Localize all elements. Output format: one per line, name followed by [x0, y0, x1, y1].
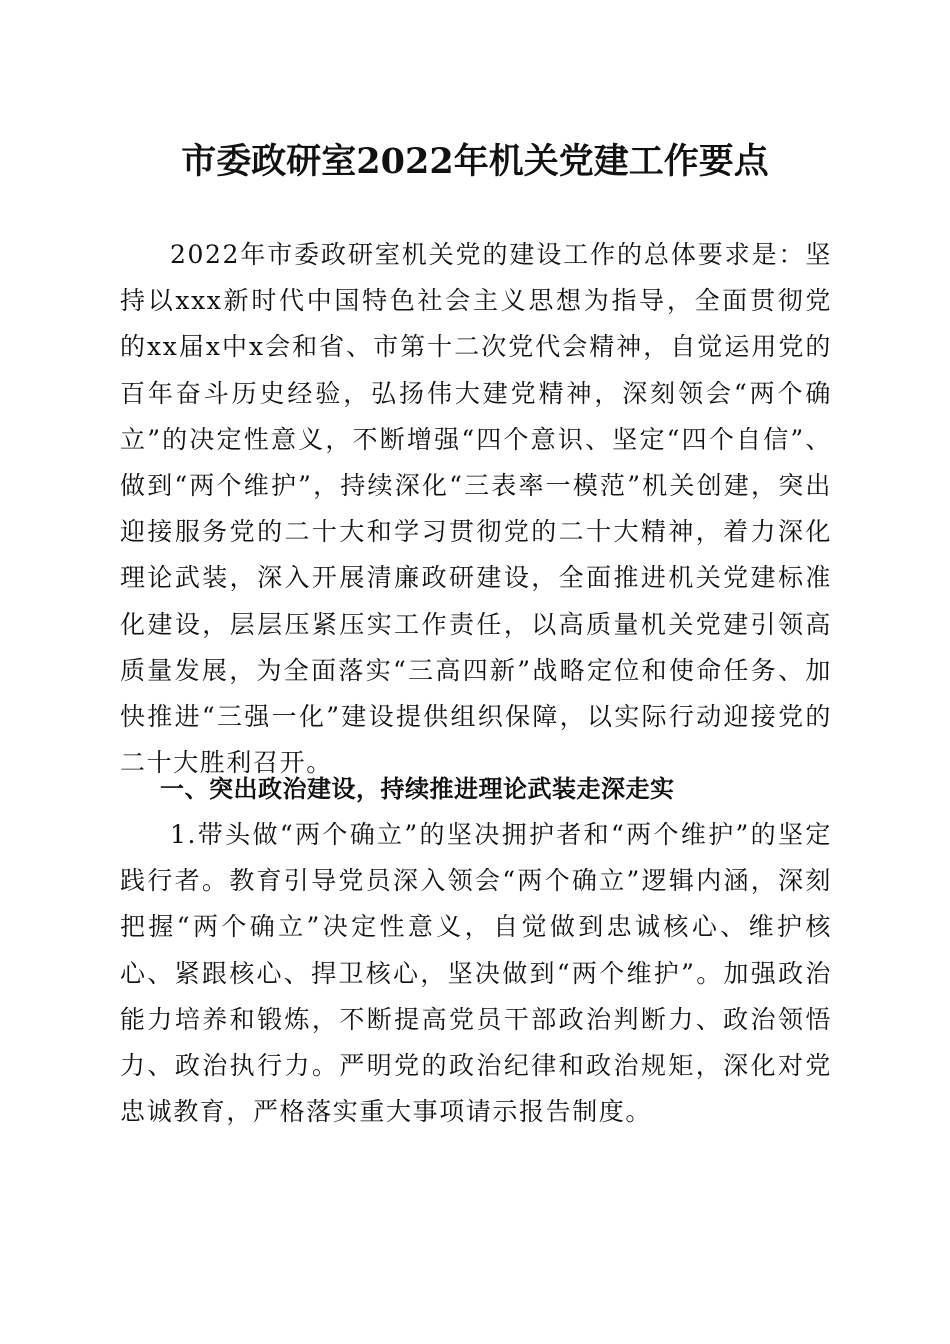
section-heading-1: 一、突出政治建设，持续推进理论武装走深走实 — [160, 775, 675, 803]
intro-paragraph: 2022年市委政研室机关党的建设工作的总体要求是：坚持以xxx新时代中国特色社会主义思想为指导，全面贯彻党的xx届x中x会和省、市第十二次党代会精神，自觉运用党的百年奋斗历史经验，弘扬伟大建党精神，深刻领会“两个确立”的决定性意义，不断增强“四个意识、坚定“四个自信”、做到“两个维护”，持续深化“三表率一模范”机关创建，突出迎接服务党的二十大和学习贯彻党的二十大精神，着力深化理论武装，深入开展清廉政研建设，全面推进机关党建标准化建设，层层压紧压实工作责任，以高质量机关党建引领高质量发展，为全面落实“三高四新”战略定位和使命任务、加快推进“三强一化”建设提供组织保障，以实际行动迎接党的二十大胜利召开。 — [120, 240, 832, 778]
document-title: 市委政研室2022年机关党建工作要点 — [181, 141, 769, 182]
section-1-item-1-paragraph: 1.带头做“两个确立”的坚决拥护者和“两个维护”的坚定践行者。教育引导党员深入领会“两个确立”逻辑内涵，深刻把握“两个确立”决定性意义，自觉做到忠诚核心、维护核心、紧跟核心、捍卫核心，坚决做到“两个维护”。加强政治能力培养和锻炼，不断提高党员干部政治判断力、政治领悟力、政治执行力。严明党的政治纪律和政治规矩，深化对党忠诚教育，严格落实重大事项请示报告制度。 — [120, 820, 832, 1127]
